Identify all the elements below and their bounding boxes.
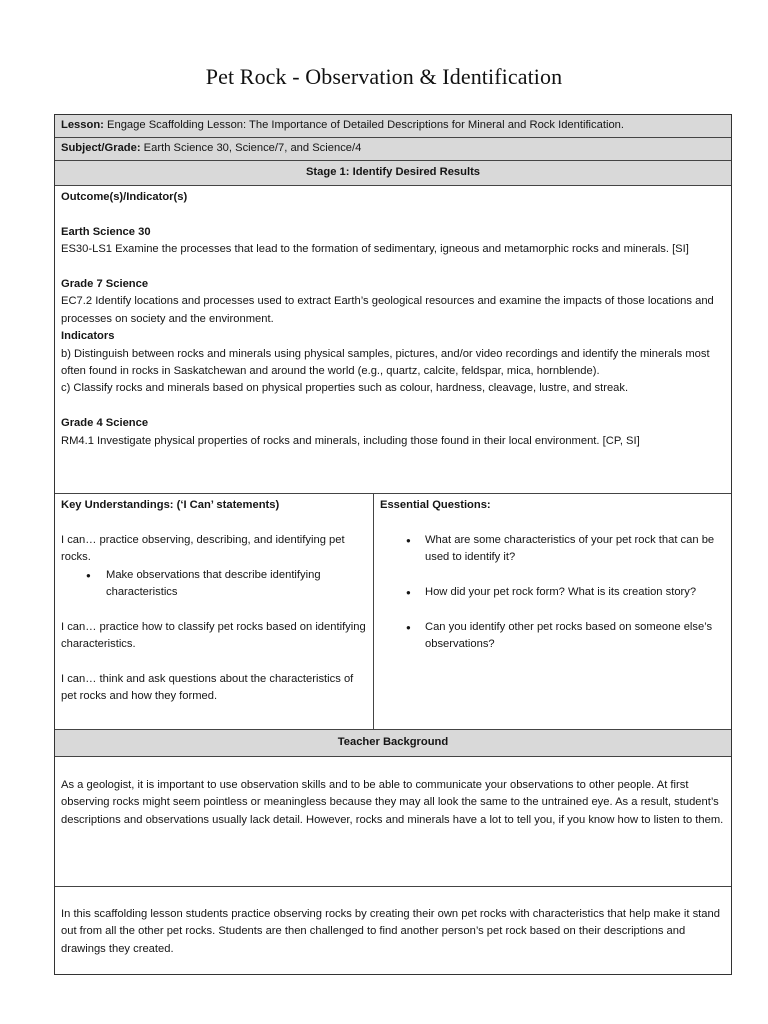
subject-grade-row: [55, 138, 731, 161]
indicator-c: c) Classify rocks and minerals based on physical properties such as colour, hardness, cleavage, lustre, and streak.: [61, 382, 629, 395]
understandings-questions-row: [55, 494, 731, 730]
teacher-background-paragraph-1: [55, 757, 731, 887]
subject-grade-label: Subject/Grade:: [61, 142, 141, 155]
essential-question-item: ● How did your pet rock form? What is its creation story?: [380, 584, 725, 601]
grade4-outcome: RM4.1 Investigate physical properties of rocks and minerals, including those found in their local environment. [CP, SI]: [61, 434, 640, 447]
teacher-background-heading-row: [55, 730, 731, 757]
stage1-heading-row: [55, 161, 731, 186]
grade7-outcome: EC7.2 Identify locations and processes used to extract Earth’s geological resources and examine the impacts of those locations and processes on society and the environment.: [61, 295, 714, 325]
i-can-sub-list: [61, 567, 367, 602]
teacher-background-text-1: As a geologist, it is important to use observation skills and to be able to communicate your observations to other people. At first observing rocks might seem pointless or meaningless because they may all look the same to the untrained eye. As a result, student’s descriptions and observations usually lack detail. However, rocks and minerals have a lot to tell you, if you know how to listen to them.: [61, 779, 724, 826]
grade4-heading: Grade 4 Science: [61, 417, 149, 430]
earth-science-30-heading: Earth Science 30: [61, 225, 151, 238]
i-can-statement: I can… practice how to classify pet rocks based on identifying characteristics.: [61, 620, 366, 651]
outcomes-section: [55, 186, 731, 494]
i-can-sub-bullet: ● Make observations that describe identifying characteristics: [61, 567, 367, 602]
lesson-plan-table: [54, 114, 732, 975]
teacher-background-heading: Teacher Background: [337, 736, 449, 749]
teacher-background-paragraph-2: [55, 887, 731, 974]
lesson-label: Lesson:: [61, 119, 104, 132]
key-understandings-heading: Key Understandings: (‘I Can’ statements): [61, 499, 280, 511]
lesson-value: Engage Scaffolding Lesson: The Importance of Detailed Descriptions for Mineral and Rock Identification.: [103, 119, 625, 132]
key-understandings-cell: [55, 494, 374, 729]
lesson-row: [55, 115, 731, 138]
essential-question-item: ● What are some characteristics of your pet rock that can be used to identify it?: [380, 532, 725, 567]
earth-science-30-outcome: ES30-LS1 Examine the processes that lead to the formation of sedimentary, igneous and metamorphic rocks and minerals. [SI]: [61, 243, 689, 256]
essential-question-item: ● Can you identify other pet rocks based on someone else’s observations?: [380, 619, 725, 654]
grade7-heading: Grade 7 Science: [61, 278, 149, 290]
outcomes-heading: Outcome(s)/Indicator(s): [61, 191, 188, 203]
essential-questions-cell: [374, 494, 731, 729]
essential-questions-heading: Essential Questions:: [380, 499, 491, 511]
i-can-statement: I can… practice observing, describing, and identifying pet rocks.: [61, 533, 345, 564]
stage1-heading: Stage 1: Identify Desired Results: [305, 166, 481, 179]
essential-questions-list: [380, 532, 725, 654]
indicators-heading: Indicators: [61, 330, 115, 343]
i-can-statement: I can… think and ask questions about the characteristics of pet rocks and how they formed.: [61, 673, 354, 703]
teacher-background-text-2: In this scaffolding lesson students practice observing rocks by creating their own pet rocks with characteristics that help make it stand out from all the other pet rocks. Students are then challenged to find another person’s pet rock based on their descriptions and drawings they created.: [61, 908, 720, 955]
indicator-b: b) Distinguish between rocks and minerals using physical samples, pictures, and/or video recordings and identify the minerals most often found in rocks in Saskatchewan and around the world (e.g., quartz, calcite, feldspar, mica, hornblende).: [61, 347, 710, 378]
subject-grade-value: Earth Science 30, Science/7, and Science/4: [140, 142, 362, 155]
page-title: Pet Rock - Observation & Identification: [205, 64, 563, 89]
